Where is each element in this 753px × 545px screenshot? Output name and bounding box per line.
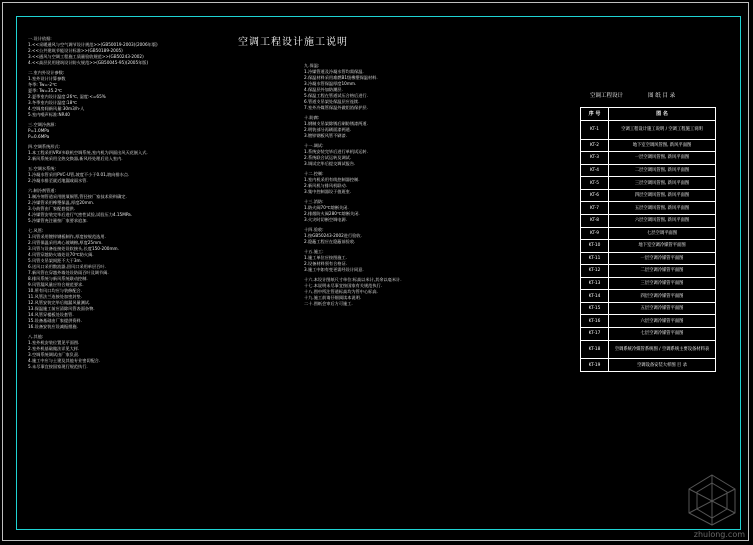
table-row bbox=[581, 290, 716, 303]
note-line: 十三.消防: bbox=[304, 199, 324, 204]
note-line: 16.设备安装应设减振措施. bbox=[28, 324, 78, 329]
note-line: 3.施工中如有变更需经设计同意. bbox=[304, 267, 364, 272]
drawing-number: KT-18 bbox=[581, 340, 609, 359]
notes-column-middle bbox=[304, 63, 574, 408]
note-line: 2.风管保温采用离心玻璃棉,厚度25mm. bbox=[28, 240, 103, 245]
drawing-number: KT-10 bbox=[581, 240, 609, 253]
note-line: 二.室内外设计参数: bbox=[28, 70, 65, 75]
drawing-number: KT-19 bbox=[581, 359, 609, 372]
note-line: 4.空调房间新风量:30m3/h·人 bbox=[28, 106, 85, 111]
note-line: 二十.图纸会审后方可施工. bbox=[304, 301, 353, 306]
drawing-name: 五层空调冷媒管平面图 bbox=[609, 302, 716, 315]
drawing-name: 一层空调冷媒管平面图 bbox=[609, 252, 716, 265]
notes-column-left bbox=[28, 36, 298, 520]
table-row bbox=[581, 139, 716, 152]
note-line: 13.保温施工前应清除风管表面杂物. bbox=[28, 306, 95, 311]
drawing-number: KT-6 bbox=[581, 189, 609, 202]
table-row bbox=[581, 152, 716, 165]
note-line: 3.集中控制器设于值班室. bbox=[304, 189, 352, 194]
table-row bbox=[581, 328, 716, 341]
note-line: 6.管道支吊架处保温层应连续. bbox=[304, 99, 360, 104]
note-line: 10.所有风口均应与装修配合. bbox=[28, 288, 83, 293]
note-line: 3.风管与设备连接处设软接头,长度150-200mm. bbox=[28, 246, 119, 251]
note-line: 3.镀锌钢板风管不刷漆. bbox=[304, 133, 348, 138]
note-line: 十五.施工: bbox=[304, 249, 324, 254]
note-line: P=1.0MPa bbox=[28, 128, 50, 133]
drawing-name: 空调工程设计施工说明 / 空调工程施工说明 bbox=[609, 121, 716, 140]
table-row bbox=[581, 302, 716, 315]
note-line: 夏季: Tw=35.2℃ bbox=[28, 88, 62, 93]
table-row bbox=[581, 202, 716, 215]
note-line: 8.排风系统与新风系统联动控制. bbox=[28, 276, 88, 281]
note-line: 十.防腐: bbox=[304, 115, 320, 120]
note-line: 4.<<高层民用建筑设计防火规范>>(GB50045-95)(2005年版) bbox=[28, 60, 149, 65]
table-header-row bbox=[581, 108, 716, 121]
note-line: 1.系统安装完毕后进行单机试运转. bbox=[304, 149, 368, 154]
note-line: 2.室外机基础做法详见大样. bbox=[28, 346, 80, 351]
note-line: 4.冷媒管安装完毕后进行气密性试验,试验压力4.15MPa. bbox=[28, 212, 133, 217]
drawing-number: KT-5 bbox=[581, 177, 609, 190]
table-row bbox=[581, 121, 716, 140]
note-line: 十四.验收: bbox=[304, 227, 324, 232]
drawing-name: 空调系统冷媒管系统图 / 空调系统主要设备材料表 bbox=[609, 340, 716, 359]
drawing-name: 三层空调风管图, 新风平面图 bbox=[609, 177, 716, 190]
drawing-name: 六层空调冷媒管平面图 bbox=[609, 315, 716, 328]
table-row bbox=[581, 164, 716, 177]
sheet-title: 空调工程设计施工说明 bbox=[238, 37, 348, 48]
note-line: 2.保温材料采用难燃B1级橡塑保温材料. bbox=[304, 75, 378, 80]
note-line: 2.冷凝水排至就近地漏或雨水管. bbox=[28, 178, 88, 183]
note-line: 2.隐蔽工程应在隐蔽前验收. bbox=[304, 239, 356, 244]
note-line: 6.送风口采用散流器,回风口采用单层百叶. bbox=[28, 264, 106, 269]
watermark-text: zhulong.com bbox=[693, 530, 745, 539]
drawing-name: 四层空调冷媒管平面图 bbox=[609, 290, 716, 303]
note-line: 12.风管安装完毕后做漏风量测试. bbox=[28, 300, 91, 305]
drawing-name: 七层空调平面图 bbox=[609, 227, 716, 240]
drawing-number: KT-4 bbox=[581, 164, 609, 177]
drawing-index-table bbox=[580, 107, 716, 372]
drawing-name: 二层空调冷媒管平面图 bbox=[609, 265, 716, 278]
note-line: 1.冷凝水管采用PVC-U管,坡度不小于0.01,坡向排水点. bbox=[28, 172, 130, 177]
note-line: 7.新风管在穿越外墙处设防雨百叶及调节阀. bbox=[28, 270, 109, 275]
note-line: 2.夏季室内设计温度:26℃, 湿度:<=65% bbox=[28, 94, 106, 99]
note-line: 3.空调系统调试由厂家负责. bbox=[28, 352, 80, 357]
drawing-number: KT-9 bbox=[581, 227, 609, 240]
note-line: 5.冷媒管充注量按厂家要求追加. bbox=[28, 218, 88, 223]
note-line: 1.室外设计计算参数 bbox=[28, 76, 66, 81]
note-line: 9.风管漏风量应符合规范要求. bbox=[28, 282, 84, 287]
table-row bbox=[581, 240, 716, 253]
table-row bbox=[581, 277, 716, 290]
note-line: 七.风管: bbox=[28, 228, 44, 233]
note-line: 2.系统联合试运转及调试. bbox=[304, 155, 352, 160]
note-line: P=0.6MPa bbox=[28, 134, 50, 139]
note-line: 7.室外冷媒管保温外做铝箔保护层. bbox=[304, 105, 368, 110]
note-line: 十七.本说明未尽事宜按国家有关规范执行. bbox=[304, 283, 383, 288]
note-line: 2.<<公共建筑节能设计标准>>(GB50189-2005) bbox=[28, 48, 123, 53]
note-line: 1.冷媒管道及冷凝水管均需保温. bbox=[304, 69, 364, 74]
drawing-name: 七层空调冷媒管平面图 bbox=[609, 328, 716, 341]
drawing-name: 空调设备安装大样图 目 录 bbox=[609, 359, 716, 372]
note-line: 十六.本设计图纸尺寸单位:标高以米计,其余以毫米计. bbox=[304, 277, 402, 282]
note-line: 五.空调水系统: bbox=[28, 166, 56, 171]
note-line: 4.施工中应与土建及其他专业密切配合. bbox=[28, 358, 101, 363]
note-line: 1.按GB50243-2002进行验收. bbox=[304, 233, 362, 238]
note-line: 1.制冷剂管道采用脱氧铜管,管径按厂家技术资料确定. bbox=[28, 194, 127, 199]
note-line: 4.风管穿越防火墙处设70℃防火阀. bbox=[28, 252, 94, 257]
note-line: 4.保温层外加防潮层. bbox=[304, 87, 343, 92]
note-line: 3.调试完毕后提交调试报告. bbox=[304, 161, 356, 166]
table-row bbox=[581, 265, 716, 278]
drawing-number: KT-3 bbox=[581, 152, 609, 165]
note-line: 2.新风机与排风机联动. bbox=[304, 183, 348, 188]
header-no: 序 号 bbox=[581, 108, 609, 121]
note-line: 六.制冷剂管道: bbox=[28, 188, 56, 193]
note-line: 2.设备材料须有合格证. bbox=[304, 261, 348, 266]
note-line: 1.室内机采用有线控制器控制. bbox=[304, 177, 360, 182]
drawing-name: 四层空调风管图, 新风平面图 bbox=[609, 189, 716, 202]
table-row bbox=[581, 189, 716, 202]
table-row bbox=[581, 315, 716, 328]
note-line: 四.空调系统形式: bbox=[28, 144, 61, 149]
note-line: 十八.图中所注管道标高均为管中心标高. bbox=[304, 289, 378, 294]
drawing-number: KT-15 bbox=[581, 302, 609, 315]
drawing-name: 一层空调风管图, 新风平面图 bbox=[609, 152, 716, 165]
drawing-number: KT-2 bbox=[581, 139, 609, 152]
drawing-name: 五层空调风管图, 新风平面图 bbox=[609, 202, 716, 215]
note-line: 一.设计依据: bbox=[28, 36, 52, 41]
note-line: 1.室外机安装位置见平面图. bbox=[28, 340, 80, 345]
drawing-name: 地下室空调风管图, 新风平面图 bbox=[609, 139, 716, 152]
note-line: 3.冬季室内设计温度:18℃ bbox=[28, 100, 77, 105]
drawing-number: KT-13 bbox=[581, 277, 609, 290]
note-line: 5.保温工程在管道试压合格后进行. bbox=[304, 93, 368, 98]
note-line: 3.分歧管由厂家配套提供. bbox=[28, 206, 76, 211]
note-line: 14.风管穿楼板处设套管. bbox=[28, 312, 74, 317]
note-line: 15.设备基础由厂家提供资料. bbox=[28, 318, 83, 323]
note-line: 八.其他: bbox=[28, 334, 44, 339]
drawing-number: KT-14 bbox=[581, 290, 609, 303]
note-line: 九.保温: bbox=[304, 63, 320, 68]
table-row bbox=[581, 359, 716, 372]
note-line: 3.<<通风与空调工程施工质量验收规范>>(GB50243-2002) bbox=[28, 54, 144, 59]
note-line: 2.冷媒管采用橡塑保温,厚度20mm. bbox=[28, 200, 95, 205]
table-row bbox=[581, 340, 716, 359]
watermark-logo-icon bbox=[685, 473, 739, 527]
header-name: 图 名 bbox=[609, 108, 716, 121]
note-line: 十二.控制: bbox=[304, 171, 324, 176]
note-line: 三.空调冷热源: bbox=[28, 122, 56, 127]
drawing-name: 地下室空调冷媒管平面图 bbox=[609, 240, 716, 253]
table-row bbox=[581, 177, 716, 190]
note-line: 5.风管支吊架间距不大于3m. bbox=[28, 258, 82, 263]
drawing-name: 二层空调风管图, 新风平面图 bbox=[609, 164, 716, 177]
drawing-name: 六层空调风管图, 新风平面图 bbox=[609, 214, 716, 227]
note-line: 十九.施工前请仔细阅读本说明. bbox=[304, 295, 362, 300]
drawing-number: KT-7 bbox=[581, 202, 609, 215]
drawing-index-title: 空调工程设计 bbox=[590, 93, 624, 99]
note-line: 3.火灾时切断空调电源. bbox=[304, 217, 348, 222]
note-line: 3.冷凝水管保温厚度10mm. bbox=[304, 81, 357, 86]
note-line: 1.本工程采用VRV多联机空调系统,室内机为四面出风天花嵌入式. bbox=[28, 150, 148, 155]
drawing-number: KT-16 bbox=[581, 315, 609, 328]
note-line: 2.明装部分再刷面漆两道. bbox=[304, 127, 352, 132]
note-line: 5.未尽事宜按国家现行规范执行. bbox=[28, 364, 88, 369]
drawing-number: KT-11 bbox=[581, 252, 609, 265]
note-line: 5.室内噪声标准:NR40 bbox=[28, 112, 70, 117]
drawing-number: KT-8 bbox=[581, 214, 609, 227]
note-line: 11.风管法兰连接处加密封垫. bbox=[28, 294, 83, 299]
drawing-name: 三层空调冷媒管平面图 bbox=[609, 277, 716, 290]
note-line: 2.排烟防火阀280℃熔断关闭. bbox=[304, 211, 360, 216]
note-line: 1.钢制支吊架除锈后刷防锈漆两道. bbox=[304, 121, 368, 126]
table-row bbox=[581, 227, 716, 240]
note-line: 1.防火阀70℃熔断关闭. bbox=[304, 205, 349, 210]
note-line: 十一.调试: bbox=[304, 143, 324, 148]
drawing-number: KT-17 bbox=[581, 328, 609, 341]
drawing-number: KT-12 bbox=[581, 265, 609, 278]
note-line: 2.新风系统采用全热交换器,新风经处理后送入室内. bbox=[28, 156, 123, 161]
note-line: 冬季: Tw=-2℃ bbox=[28, 82, 57, 87]
note-line: 1.施工单位应按图施工. bbox=[304, 255, 348, 260]
drawing-number: KT-1 bbox=[581, 121, 609, 140]
table-row bbox=[581, 252, 716, 265]
table-row bbox=[581, 214, 716, 227]
note-line: 1.风管采用镀锌钢板制作,厚度按规范选用. bbox=[28, 234, 106, 239]
note-line: 1.<<采暖通风与空气调节设计规范>>(GB50019-2003)(2006年版) bbox=[28, 42, 158, 47]
drawing-index-label: 图 纸 目 录 bbox=[648, 93, 676, 99]
